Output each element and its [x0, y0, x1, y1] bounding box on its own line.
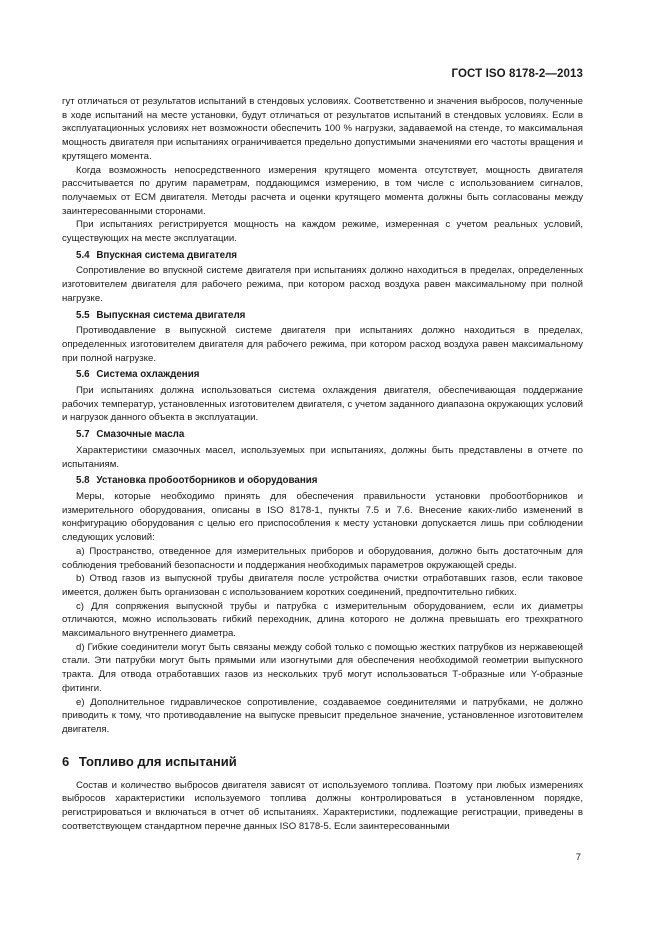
section-number: 5.7	[76, 429, 90, 441]
list-item: d) Гибкие соединители могут быть связаны между собой только с помощью жестких патрубков из нержавеющей стали. Эти патрубки могут быть прямыми или изогнутыми для обеспечения необходимой геометрии выпускного тракта. Для отвода отработавших газов из нескольких труб могут использоваться Т-образные или Y-образные фитинги.	[62, 641, 583, 694]
paragraph: Состав и количество выбросов двигателя зависят от используемого топлива. Поэтому при любых измерениях выбросов характеристики используемого топлива должны контролироваться в установленном порядке, регистрироваться и включаться в отчет об испытаниях. Характеристики, подлежащие регистрации, приведены в соответствующем стандартном перечне данных ISO 8178-5. Если заинтересованными	[62, 779, 583, 832]
section-title: Выпускная система двигателя	[96, 309, 246, 321]
list-item: b) Отвод газов из выпускной трубы двигателя после устройства очистки отработавших газов, если таковое имеется, должен быть организован с использованием коротких соединений, предпочтительно гибких.	[62, 573, 583, 598]
section-heading-5-8	[76, 474, 583, 488]
section-title: Впускная система двигателя	[96, 249, 238, 261]
document-header: ГОСТ ISO 8178-2—2013	[451, 68, 583, 80]
chapter-number: 6	[62, 753, 70, 769]
chapter-title: Топливо для испытаний	[78, 753, 237, 769]
section-heading-5-4	[76, 249, 583, 263]
section-heading-5-5	[76, 309, 583, 323]
paragraph: Меры, которые необходимо принять для обеспечения правильности установки пробоотборников и измерительного оборудования, описаны в ISO 8178-1, пункты 7.5 и 7.6. Внесение каких-либо изменений в конфигурацию оборудования с целью его приспособления к месту установки допускается лишь при соблюдении следующих условий:	[62, 490, 583, 544]
paragraph: При испытаниях регистрируется мощность на каждом режиме, измеренная с учетом реальных условий, существующих на месте эксплуатации.	[62, 219, 583, 245]
paragraph: Когда возможность непосредственного измерения крутящего момента отсутствует, мощность двигателя рассчитывается по другим параметрам, поддающимся измерению, в том числе с использованием сигналов, получаемых от ECM двигателя. Методы расчета и оценки крутящего момента должны быть согласованы между заинтересованными сторонами.	[62, 164, 583, 217]
page-number: 7	[575, 852, 581, 863]
section-number: 5.4	[76, 249, 90, 261]
chapter-heading-6	[62, 754, 583, 769]
paragraph: Противодавление в выпускной системе двигателя при испытаниях должно находиться в пределах, определенных изготовителем двигателя для рабочего режима, при котором расход воздуха равен максимальному при полной нагрузке.	[62, 325, 583, 364]
section-number: 5.6	[76, 369, 90, 381]
list-item: с) Для сопряжения выпускной трубы и патрубка с измерительным оборудованием, если их диаметры отличаются, можно использовать гибкий переходник, длина которого не должна превышать его трехкратного максимального внутреннего диаметра.	[62, 600, 583, 640]
section-heading-5-7	[76, 428, 583, 442]
list-item: е) Дополнительное гидравлическое сопротивление, создаваемое соединителями и патрубками, не должно приводить к тому, что противодавление на выпуске превысит предельное значение, установленное изготовителем двигателя.	[62, 696, 583, 735]
paragraph: Сопротивление во впускной системе двигателя при испытаниях должно находиться в пределах, определенных изготовителем двигателя для рабочего режима, при котором расход воздуха равен максимальному при полной нагрузке.	[62, 265, 583, 304]
section-number: 5.5	[76, 309, 90, 321]
page-content	[62, 95, 583, 833]
section-title: Система охлаждения	[96, 369, 200, 381]
list-item: а) Пространство, отведенное для измерительных приборов и оборудования, должно быть достаточным для соблюдения требований безопасности и поддержания необходимых параметров окружающей среды.	[62, 545, 583, 571]
paragraph: гут отличаться от результатов испытаний в стендовых условиях. Соответственно и значения выбросов, полученные в ходе испытаний на месте установки, будут отличаться от результатов испытаний в стендовых условиях. Если в эксплуатационных условиях нет возможности обеспечить 100 % нагрузки, задаваемой на стенде, то максимальная мощность двигателя при испытаниях ограничивается предельно допустимыми значениями его частоты вращения и крутящего момента.	[62, 96, 583, 162]
section-title: Установка пробоотборников и оборудования	[96, 475, 318, 487]
paragraph: Характеристики смазочных масел, используемых при испытаниях, должны быть представлены в отчете по испытаниям.	[62, 444, 583, 470]
section-title: Смазочные масла	[96, 429, 185, 441]
section-number: 5.8	[76, 475, 90, 487]
section-heading-5-6	[76, 368, 583, 382]
paragraph: При испытаниях должна использоваться система охлаждения двигателя, обеспечивающая поддержание рабочих температур, установленных изготовителем двигателя, с учетом заданного диапазона окружающих условий и нагрузок данного объекта в эксплуатации.	[62, 385, 583, 424]
